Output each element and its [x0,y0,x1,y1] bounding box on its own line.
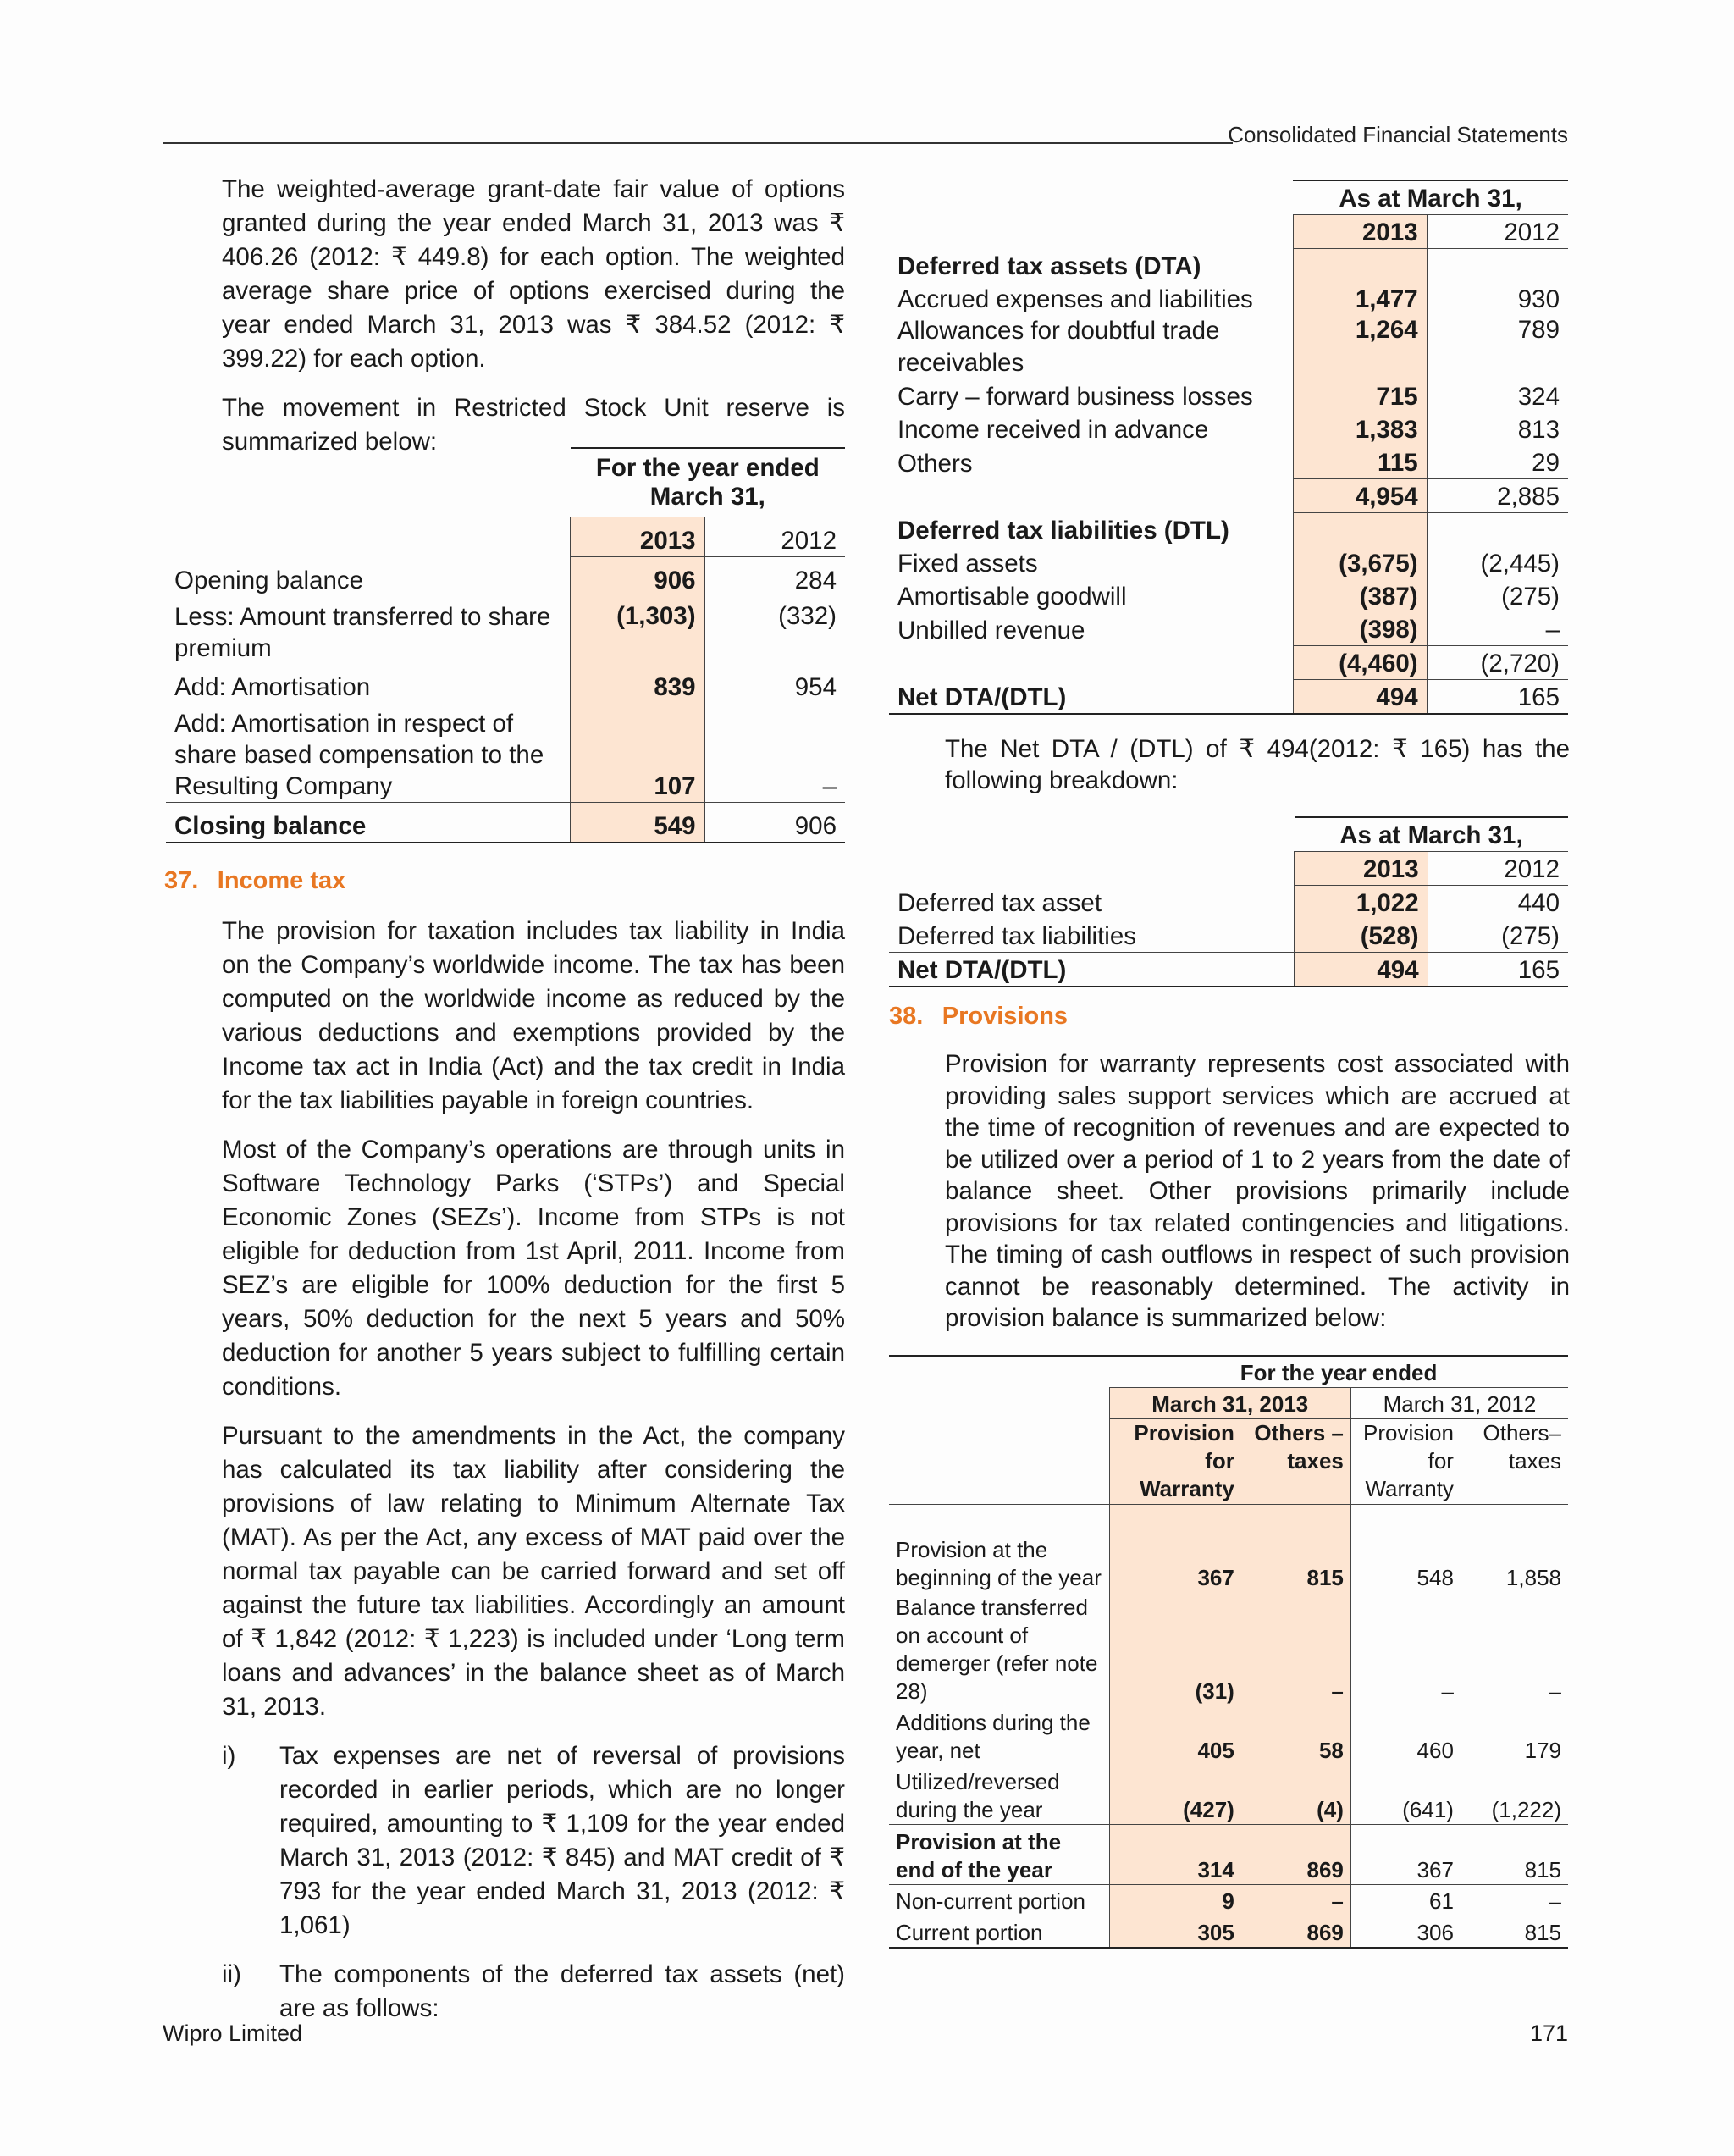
cell-2013: 4,954 [1293,479,1427,513]
cell-2013: 549 [571,803,704,843]
cell-2012: 906 [704,803,845,843]
cell-2013: 107 [571,703,704,803]
cell-2012: (332) [778,602,837,630]
row-label: Opening balance [174,567,364,594]
cell: 179 [1524,1738,1561,1763]
row-label: Net DTA/(DTL) [889,680,1293,715]
cell-2013: (528) [1295,919,1428,953]
cell-2012: (275) [1501,583,1560,611]
table-row [889,1825,1568,1885]
cell-2013: (387) [1293,579,1427,612]
income-tax-paragraph-3: Pursuant to the amendments in the Act, the company has calculated its tax liability after considering the provisions of law relating to Minimum Alternate Tax (MAT). As per the Act, any excess of MAT paid over the normal tax payable can be carried forward and set off against the future tax liabilities. Accordingly an amount of ₹ 1,842 (2012: ₹ 1,223) is included under ‘Long term loans and advances’ in the balance sheet as of March 31, 2013. [222,1422,845,1721]
cell: 61 [1350,1885,1461,1916]
cell-2013: (4,460) [1293,646,1427,680]
cell: – [1241,1885,1351,1916]
cell-2012: 165 [1427,680,1568,715]
list-item [222,1958,845,2026]
section-37-heading [164,867,345,895]
income-tax-paragraph-2: Most of the Company’s operations are through units in Software Technology Parks (‘STPs’) and Special Economic Zones (SEZs’). Income from STPs is not eligible for deduction from 1st April, 2011. Income from SEZ’s are eligible for 100% deduction for the first 5 years, 50% deduction for the next 5 years and 50% deduction for another 5 years subject to fulfilling certain conditions. [222,1136,845,1401]
prov-period-2013: March 31, 2013 [1109,1388,1350,1419]
cell-2013: (1,303) [571,596,704,664]
section-title: Provisions [942,1003,1069,1030]
intro-paragraph-2: The movement in Restricted Stock Unit reserve is summarized below: [222,394,845,456]
cell: 306 [1350,1916,1461,1949]
dtl-heading: Deferred tax liabilities (DTL) [897,517,1229,545]
cell-2013: 494 [1295,953,1428,987]
table-row [889,1505,1568,1593]
cell-2013: 715 [1293,379,1427,412]
header-rule [163,142,1233,144]
page-number: 171 [1529,2021,1568,2046]
cell-2012: (2,445) [1480,550,1560,578]
cell-2013: (3,675) [1293,546,1427,579]
breakdown-header: As at March 31, [1295,817,1568,852]
cell: 869 [1241,1916,1351,1949]
dta-header: As at March 31, [1293,180,1568,215]
table-row [889,1592,1568,1705]
rsu-year-2013: 2013 [571,517,704,557]
cell-2013: 1,383 [1293,412,1427,445]
row-label: Fixed assets [897,550,1038,578]
cell: 548 [1416,1565,1454,1590]
row-label: Net DTA/(DTL) [889,953,1295,987]
col-others-2013: Others – taxes [1241,1419,1351,1505]
col-others-2012: Others– taxes [1461,1419,1568,1505]
breakdown-table [889,816,1568,987]
row-label: Non-current portion [889,1885,1109,1916]
section-38-heading [889,1003,1068,1031]
net-breakdown-text-wrap [945,733,1570,796]
cell-2012: 930 [1517,285,1560,313]
cell: (31) [1109,1592,1241,1705]
cell: 58 [1241,1705,1351,1765]
cell: 460 [1416,1738,1454,1763]
table-row [889,1916,1568,1949]
table-row [166,596,845,664]
cell-2012: – [822,772,837,800]
cell-2013: 906 [571,557,704,597]
net-breakdown-text: The Net DTA / (DTL) of ₹ 494(2012: ₹ 165) has the following breakdown: [945,735,1570,794]
cell: 314 [1109,1825,1241,1885]
list-item [222,1739,845,1943]
table-row [889,282,1568,315]
dta-table-wrap [889,180,1568,715]
cell-2013: 1,477 [1293,282,1427,315]
table-row [889,379,1568,412]
cell-2013: 494 [1293,680,1427,715]
cell: 815 [1461,1916,1568,1949]
section-number: 38. [889,1003,924,1030]
cell-2013: 1,264 [1293,315,1427,379]
rsu-header: For the year ended March 31, [571,448,845,517]
col-warranty-2013: Provision for Warranty [1109,1419,1241,1505]
table-row [166,803,845,843]
dta-table [889,180,1568,715]
row-label: Less: Amount transferred to share premium [174,603,551,662]
table-row [889,612,1568,646]
cell: 305 [1109,1916,1241,1949]
row-label: Accrued expenses and liabilities [897,285,1253,313]
cell: 815 [1241,1505,1351,1593]
table-row [889,412,1568,445]
row-label: Deferred tax asset [897,889,1102,917]
row-label: Current portion [889,1916,1109,1949]
cell: 815 [1461,1825,1568,1885]
cell-2012: 440 [1517,889,1560,917]
row-label: Allowances for doubtful trade receivables [897,317,1220,377]
cell-2012: 29 [1532,449,1560,477]
cell: 367 [1350,1825,1461,1885]
dta-year-2013: 2013 [1293,215,1427,249]
cell-2012: 954 [794,673,837,701]
rsu-year-2012: 2012 [704,517,845,557]
row-label: Balance transferred on account of demerger (refer note 28) [896,1595,1098,1704]
row-label: Provision at the end of the year [889,1825,1109,1885]
table-row [889,1885,1568,1916]
cell-2013: 1,022 [1295,886,1428,920]
cell-2012: (2,720) [1427,646,1568,680]
col-warranty-2012: Provision for Warranty [1350,1419,1461,1505]
cell: (641) [1402,1797,1454,1822]
cell-2012: 284 [794,567,837,594]
left-intro [222,173,845,459]
cell: – [1441,1678,1454,1704]
cell-2013: 839 [571,664,704,703]
dtl-total-row [889,646,1568,680]
dta-heading: Deferred tax assets (DTA) [897,252,1201,280]
section-38-body [945,1048,1570,1335]
table-row [889,953,1568,987]
row-label: Utilized/reversed during the year [896,1769,1060,1822]
table-row [889,546,1568,579]
table-row [166,703,845,803]
intro-paragraph-1: The weighted-average grant-date fair value of options granted during the year ended March 31, 2013 was ₹ 406.26 (2012: ₹ 449.8) for each option. The weighted average share price of options exercised during the year ended March 31, 2013 was ₹ 384.52 (2012: ₹ 399.22) for each option. [222,175,845,373]
cell: 405 [1109,1705,1241,1765]
table-row [889,886,1568,920]
cell: 869 [1241,1825,1351,1885]
income-tax-paragraph-1: The provision for taxation includes tax liability in India on the Company’s worldwide income. The tax has been computed on the worldwide income as reduced by the various deductions and exemptions provided by the Income tax act in India (Act) and the tax credit in India for the tax liabilities payable in foreign countries. [222,917,845,1114]
cell: – [1549,1678,1561,1704]
row-label: Carry – forward business losses [897,383,1253,411]
breakdown-table-wrap [889,816,1568,987]
breakdown-year-2012: 2012 [1428,852,1568,886]
row-label: Closing balance [166,803,571,843]
list-label: ii) [222,1960,241,1988]
row-label: Deferred tax liabilities [897,922,1137,950]
cell-2012: (275) [1501,922,1560,950]
rsu-table-wrap [166,447,845,843]
cell: 1,858 [1505,1565,1561,1590]
cell: – [1461,1885,1568,1916]
row-label: Income received in advance [897,416,1209,444]
provisions-table [889,1355,1568,1949]
dta-year-2012: 2012 [1427,215,1568,249]
row-label: Provision at the beginning of the year [896,1537,1102,1590]
table-row [889,315,1568,379]
table-row [889,445,1568,479]
table-row [889,919,1568,953]
cell: – [1241,1592,1351,1705]
cell-2012: 789 [1517,316,1560,344]
provisions-paragraph: Provision for warranty represents cost associated with providing sales support services which are accrued at the time of recognition of revenues and are expected to be utilized over a period of 1 to 2 years from the date of balance sheet. Other provisions primarily include provisions for tax related contingencies and litigations. The timing of cash outflows in respect of such provision cannot be reasonably determined. The activity in provision balance is summarized below: [945,1050,1570,1332]
cell-2013: (398) [1293,612,1427,646]
cell: (1,222) [1491,1797,1561,1822]
section-number: 37. [164,867,199,894]
list-text: The components of the deferred tax assets (net) are as follows: [279,1960,845,2022]
row-label: Amortisable goodwill [897,583,1127,611]
cell-2013: 115 [1293,445,1427,479]
cell: (427) [1109,1765,1241,1825]
row-label: Add: Amortisation in respect of share based compensation to the Resulting Company [174,710,544,800]
table-row [166,557,845,597]
net-row [889,680,1568,715]
row-label: Additions during the year, net [896,1710,1091,1763]
cell-2012: 324 [1517,383,1560,411]
cell: 9 [1109,1885,1241,1916]
section-title: Income tax [217,867,346,894]
cell: (4) [1241,1765,1351,1825]
table-row [889,1765,1568,1825]
list-text: Tax expenses are net of reversal of provisions recorded in earlier periods, which are no longer required, amounting to ₹ 1,109 for the year ended March 31, 2013 (2012: ₹ 845) and MAT credit of ₹ 793 for the year ended March 31, 2013 (2012: ₹ 1,061) [279,1742,845,1939]
prov-table-wrap [889,1355,1568,1949]
cell-2012: 165 [1428,953,1568,987]
table-row [889,579,1568,612]
dta-total-row [889,479,1568,513]
cell-2012: 2,885 [1427,479,1568,513]
row-label: Add: Amortisation [174,673,371,701]
cell-2012: 813 [1517,416,1560,444]
prov-period-2012: March 31, 2012 [1350,1388,1568,1419]
row-label: Unbilled revenue [897,616,1085,644]
table-row [889,1705,1568,1765]
header-title: Consolidated Financial Statements [1228,122,1568,147]
rsu-table [166,447,845,843]
table-row [166,664,845,703]
row-label: Others [897,449,973,478]
prov-header: For the year ended [1109,1356,1568,1388]
breakdown-year-2013: 2013 [1295,852,1428,886]
section-37-body [222,915,845,2026]
cell-2012: – [1545,616,1560,644]
list-label: i) [222,1742,236,1770]
footer-company: Wipro Limited [163,2021,303,2046]
cell: 367 [1109,1505,1241,1593]
